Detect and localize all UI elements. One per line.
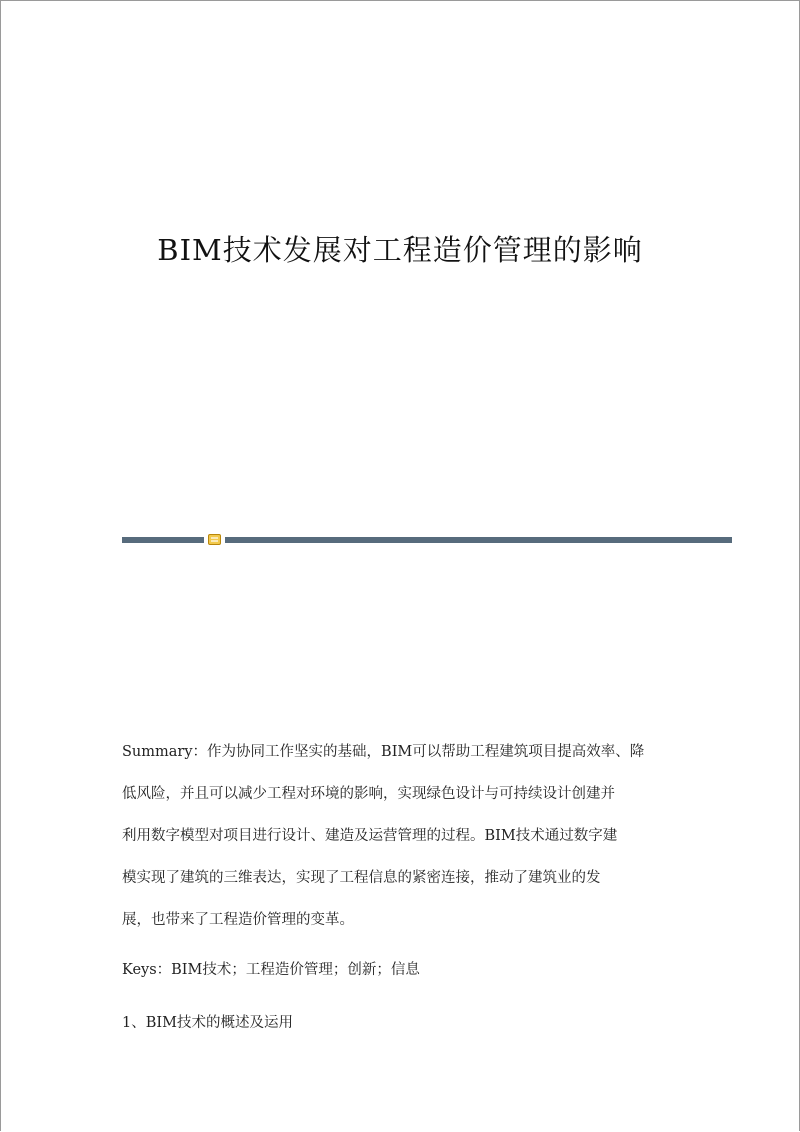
section-heading: 1、BIM技术的概述及运用	[122, 1015, 293, 1031]
document-title: BIM技术发展对工程造价管理的影响	[157, 233, 643, 267]
title-divider	[122, 534, 732, 546]
summary-line: 低风险，并且可以减少工程对环境的影响，实现绿色设计与可持续设计创建并	[122, 786, 615, 802]
summary-line: 利用数字模型对项目进行设计、建造及运营管理的过程。BIM技术通过数字建	[122, 828, 618, 844]
summary-line: 模实现了建筑的三维表达，实现了工程信息的紧密连接，推动了建筑业的发	[122, 870, 601, 886]
summary-paragraph	[122, 736, 692, 946]
divider-bar-left	[122, 537, 204, 543]
divider-ornament-icon	[208, 534, 221, 545]
summary-line: Summary：作为协同工作坚实的基础，BIM可以帮助工程建筑项目提高效率、降	[122, 744, 645, 760]
summary-line: 展，也带来了工程造价管理的变革。	[122, 912, 354, 928]
divider-bar-right	[225, 537, 732, 543]
keywords-line: Keys：BIM技术；工程造价管理；创新；信息	[122, 962, 420, 978]
